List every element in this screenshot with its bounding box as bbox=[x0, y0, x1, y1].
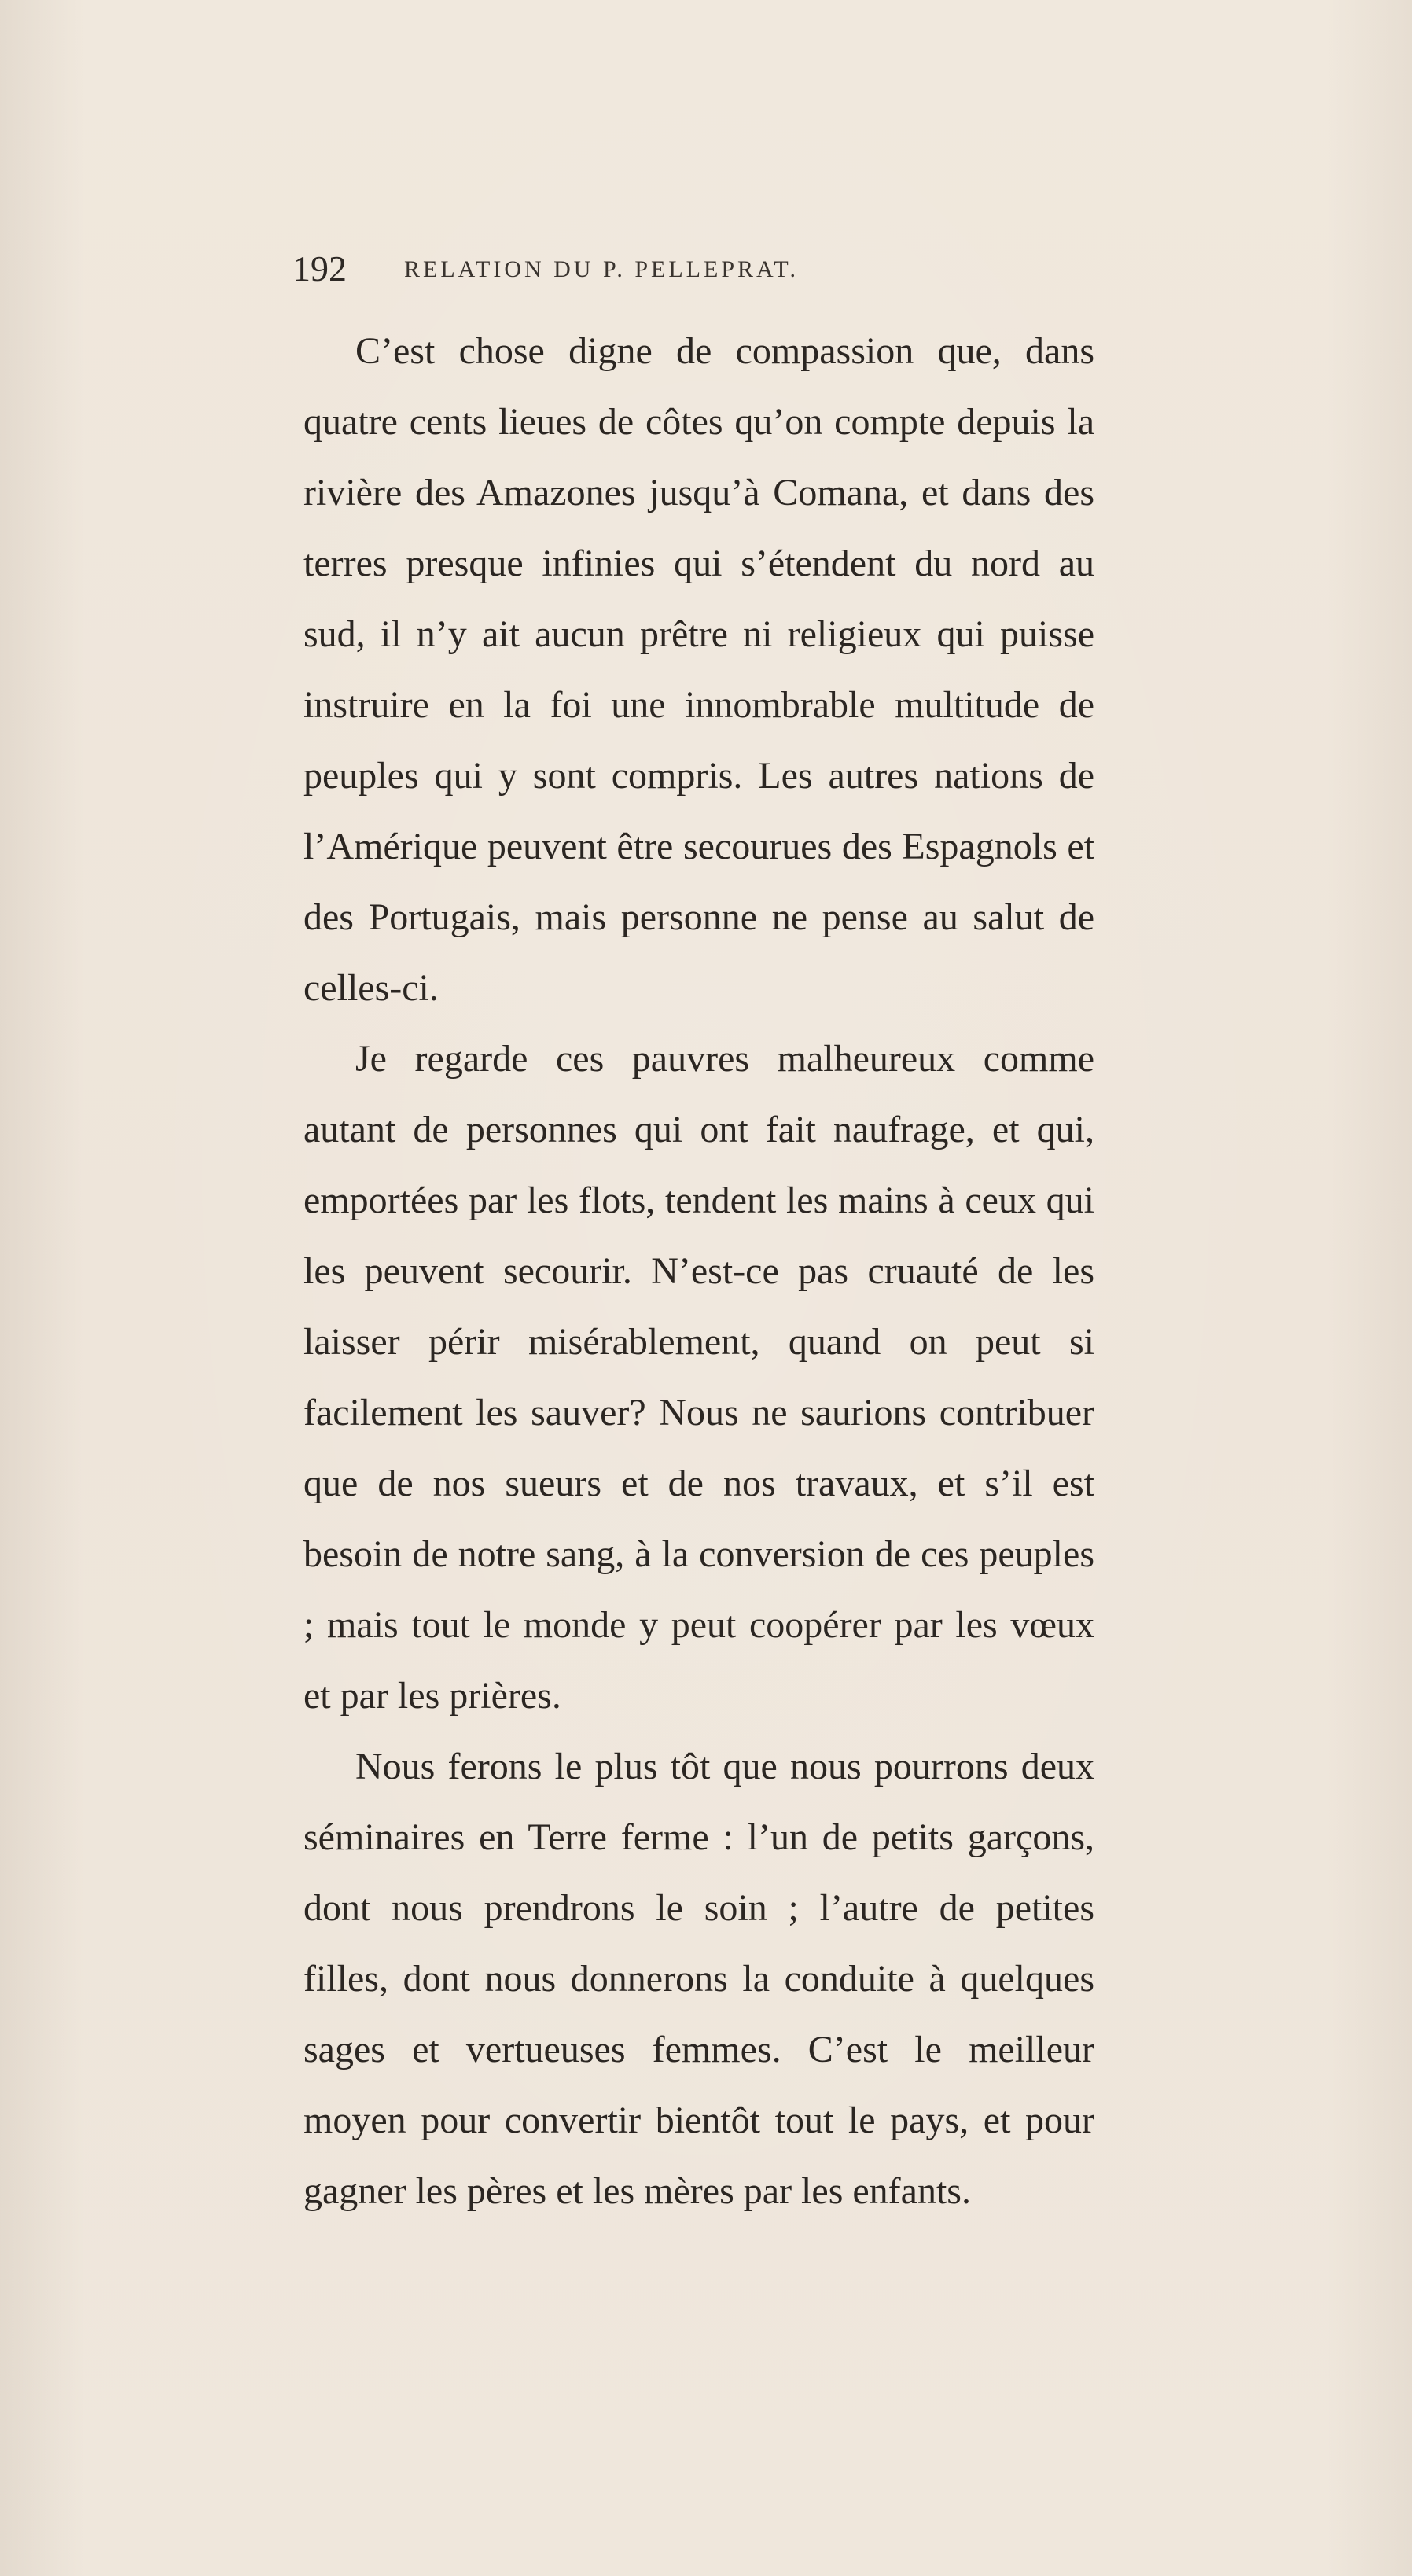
running-head: RELATION DU P. PELLEPRAT. bbox=[404, 256, 799, 282]
page-number: 192 bbox=[292, 248, 347, 289]
paragraph: Je regarde ces pauvres malheureux comme autant de personnes qui ont fait naufrage, et qui, emportées par les flots, tendent les mains à ceux qui les peuvent secourir. N’est-ce pas cruauté de les laisser périr misérablement, quand on peut si facilement les sauver? Nous ne saurions contribuer que de nos sueurs et de nos travaux, et s’il est besoin de notre sang, à la conversion de ces peuples ; mais tout le monde y peut coopérer par les vœux et par les prières. bbox=[303, 1038, 1094, 1717]
paragraph: Nous ferons le plus tôt que nous pourrons deux séminaires en Terre ferme : l’un de petits garçons, dont nous prendrons le soin ; l’autre de petites filles, dont nous donnerons la conduite à quelques sages et vertueuses femmes. C’est le meilleur moyen pour convertir bientôt tout le pays, et pour gagner les pères et les mères par les enfants. bbox=[303, 1746, 1094, 2212]
body-text bbox=[303, 316, 1094, 2227]
paragraph: C’est chose digne de compassion que, dans quatre cents lieues de côtes qu’on compte depuis la rivière des Amazones jusqu’à Comana, et dans des terres presque infinies qui s’étendent du nord au sud, il n’y ait aucun prêtre ni religieux qui puisse instruire en la foi une innombrable multitude de peuples qui y sont compris. Les autres nations de l’Amérique peuvent être secourues des Espagnols et des Portugais, mais personne ne pense au salut de celles-ci. bbox=[303, 330, 1094, 1009]
page-header bbox=[292, 245, 1102, 293]
